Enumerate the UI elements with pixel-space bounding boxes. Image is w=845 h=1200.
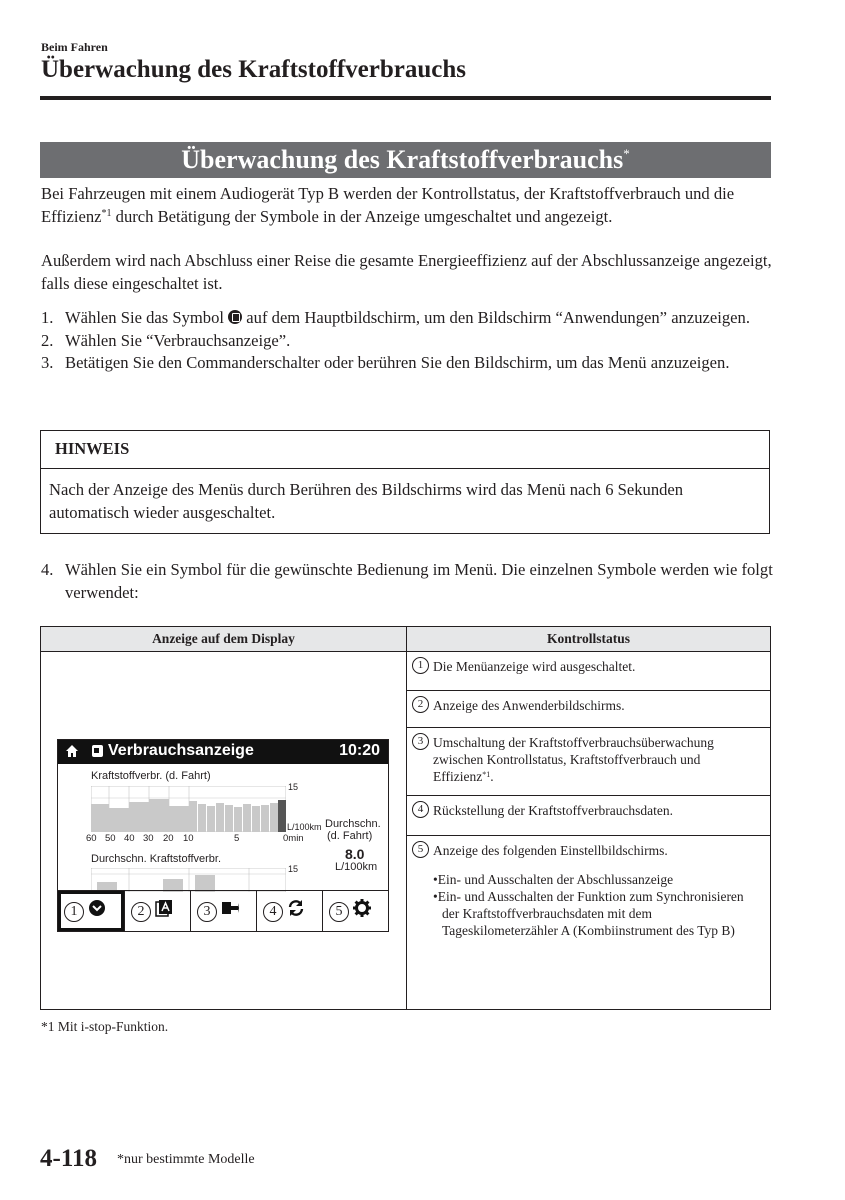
note-box — [40, 430, 770, 534]
graph2-label: Durchschn. Kraftstoffverbr. — [91, 853, 222, 865]
circled-number: 1 — [64, 902, 84, 922]
average-graph — [91, 868, 286, 892]
switch-view-button[interactable] — [190, 891, 257, 931]
status-text: Anzeige des folgenden Einstellbildschirms. — [433, 843, 668, 858]
circled-number: 5 — [412, 841, 429, 858]
graph1-label: Kraftstoffverbr. (d. Fahrt) — [91, 770, 211, 782]
circled-number: 2 — [131, 902, 151, 922]
status-text-block — [433, 842, 762, 939]
app-screen-icon — [155, 899, 173, 917]
average-unit: L/100km — [335, 861, 378, 873]
graph2-max: 15 — [288, 864, 299, 874]
title-rule — [40, 96, 771, 100]
step-4 — [41, 559, 776, 604]
status-row-5 — [407, 836, 770, 943]
step-number: 2. — [41, 330, 54, 350]
section-banner — [40, 142, 771, 178]
fuel-graph — [91, 786, 286, 832]
intro-text-b: durch Betätigung der Symbole in der Anzeige umgeschaltet und angezeigt. — [111, 206, 613, 226]
step-text-b: auf dem Hauptbildschirm, um den Bildschirm “Anwendungen” anzuzeigen. — [242, 308, 750, 327]
banner-title: Überwachung des Kraftstoffverbrauchs — [181, 145, 624, 174]
step-text: Wählen Sie “Verbrauchsanzeige”. — [65, 330, 291, 350]
applications-icon — [228, 310, 242, 324]
steps-list — [41, 307, 776, 375]
status-text-tail: . — [490, 769, 494, 784]
fuel-monitor-app-icon — [92, 745, 103, 757]
step-2 — [41, 330, 776, 353]
step-3 — [41, 352, 776, 375]
clock: 10:20 — [339, 742, 380, 759]
bullet-item: •Ein- und Ausschalten der Funktion zum Synchronisieren der Kraftstoffverbrauchsdaten mit dem Tageskilometerzähler A (Kombiinstrument des Typ B) — [433, 889, 744, 938]
display-screen — [57, 739, 389, 932]
menu-off-button[interactable] — [58, 891, 124, 931]
screen-header — [58, 740, 388, 764]
circled-number: 5 — [329, 902, 349, 922]
circled-number: 4 — [263, 902, 283, 922]
refresh-icon — [287, 899, 305, 917]
status-row-4 — [407, 796, 770, 836]
status-text: Anzeige des Anwenderbildschirms. — [433, 698, 625, 713]
bullet-item: •Ein- und Ausschalten der Abschlussanzeige — [433, 872, 674, 887]
screen-title: Verbrauchsanzeige — [108, 742, 254, 759]
footnote-ref: *1 — [101, 207, 112, 219]
settings-button[interactable] — [322, 891, 389, 931]
column-header-display: Anzeige auf dem Display — [41, 627, 407, 652]
x-tick: 5 — [234, 833, 240, 844]
switch-view-icon — [221, 899, 239, 917]
status-text: Rückstellung der Kraftstoffverbrauchsdaten. — [433, 803, 674, 818]
footnote-ref: *1 — [482, 770, 491, 779]
average-label: Durchschn. — [325, 818, 381, 830]
status-text — [433, 734, 762, 791]
step-number: 3. — [41, 353, 54, 372]
graph-unit: L/100km — [287, 822, 322, 832]
page-note: *nur bestimmte Modelle — [117, 1152, 255, 1167]
chevron-down-icon — [88, 899, 106, 917]
average-value: 8.0 — [345, 846, 365, 862]
reset-button[interactable] — [256, 891, 323, 931]
steps-list-continued — [41, 559, 776, 604]
status-cell — [407, 652, 771, 1010]
x-tick: 30 — [143, 833, 154, 844]
step-text — [65, 307, 776, 330]
note-heading: HINWEIS — [41, 431, 769, 469]
banner-mark: * — [623, 146, 630, 161]
status-row-1 — [407, 652, 770, 691]
x-tick: 50 — [105, 833, 116, 844]
status-row-2 — [407, 691, 770, 728]
circled-number: 3 — [412, 733, 429, 750]
circled-number: 1 — [412, 657, 429, 674]
circled-number: 2 — [412, 696, 429, 713]
step-1 — [41, 307, 776, 330]
page-title: Überwachung des Kraftstoffverbrauchs — [41, 56, 466, 83]
status-text-main: Umschaltung der Kraftstoffverbrauchsüberwachung zwischen Kontrollstatus, Kraftstoffverbrauch und Effizienz — [433, 735, 714, 784]
status-text: Die Menüanzeige wird ausgeschaltet. — [433, 659, 636, 674]
circled-number: 4 — [412, 801, 429, 818]
user-screen-button[interactable] — [124, 891, 191, 931]
step-text-a: Wählen Sie das Symbol — [65, 308, 229, 327]
average-label-sub: (d. Fahrt) — [327, 830, 373, 842]
home-icon[interactable] — [66, 745, 78, 757]
x-tick: 10 — [183, 833, 194, 844]
graph1-max: 15 — [288, 782, 299, 792]
status-row-3 — [407, 728, 770, 796]
note-text: Nach der Anzeige des Menüs durch Berühren des Bildschirms wird das Menü nach 6 Sekunden automatisch wieder ausgeschaltet. — [49, 480, 684, 522]
step-text: Wählen Sie ein Symbol für die gewünschte Bedienung im Menü. Die einzelnen Symbole werden wie folgt verwendet: — [65, 560, 773, 602]
step-text: Betätigen Sie den Commanderschalter oder berühren Sie den Bildschirm, um das Menü anzuzeigen. — [65, 353, 730, 372]
x-tick: 0min — [283, 833, 304, 844]
column-header-status: Kontrollstatus — [407, 627, 771, 652]
gear-icon — [353, 899, 371, 917]
screen-menu-bar — [58, 890, 388, 931]
x-tick: 20 — [163, 833, 174, 844]
intro-text-a: Bei Fahrzeugen mit einem Audiogerät Typ B werden der Kontrollstatus, der Kraftstoffverbrauch und die Effizienz — [41, 184, 735, 226]
circled-number: 3 — [197, 902, 217, 922]
page-number: 4-118 — [40, 1145, 97, 1172]
footnote: *1 Mit i-stop-Funktion. — [41, 1019, 169, 1034]
intro-paragraph-2: Außerdem wird nach Abschluss einer Reise die gesamte Energieeffizienz auf der Abschlussanzeige angezeigt, falls diese eingeschaltet ist. — [41, 251, 772, 293]
x-tick: 60 — [86, 833, 97, 844]
step-number: 1. — [41, 308, 54, 327]
section-label: Beim Fahren — [41, 40, 108, 54]
intro-paragraph-1 — [41, 183, 776, 228]
step-number: 4. — [41, 560, 54, 579]
x-tick: 40 — [124, 833, 135, 844]
